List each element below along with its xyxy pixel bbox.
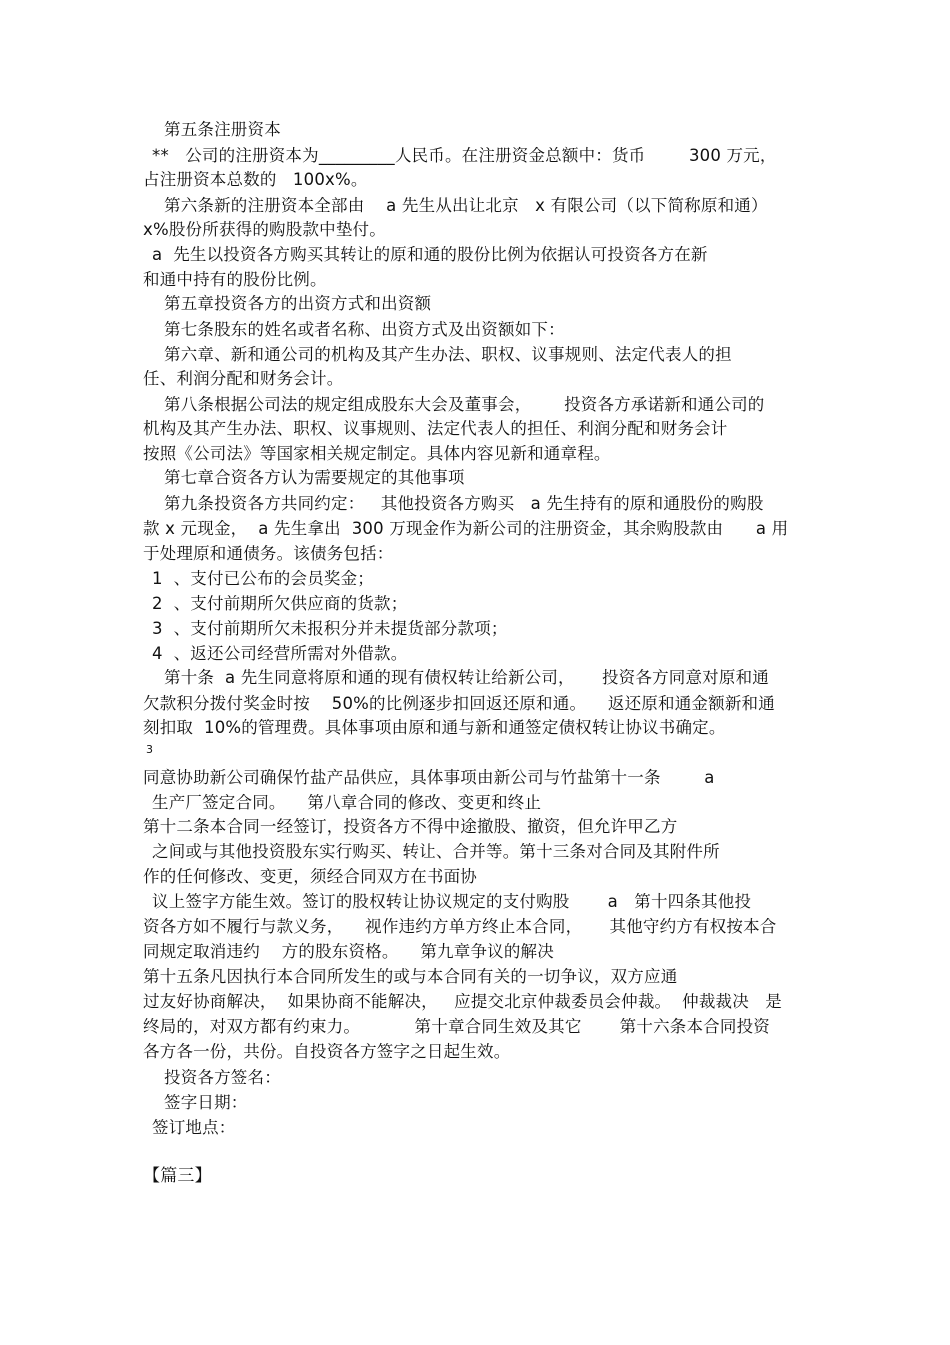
article-14-line-1: 资各方如不履行与款义务， 视作违约方单方终止本合同， 其他守约方有权按本合 (143, 917, 777, 936)
article-8-line-1: 第八条根据公司法的规定组成股东大会及董事会， 投资各方承诺新和通公司的 (164, 395, 765, 414)
article-10-line-2: 欠款积分拨付奖金时按 50%的比例逐步扣回返还原和通。 返还原和通金额新和通 (143, 694, 775, 713)
article-11-line-1: 同意协助新公司确保竹盐产品供应，具体事项由新公司与竹盐第十一条 a (143, 768, 715, 787)
article-13-line-2: 议上签字方能生效。签订的股权转让协议规定的支付购股 a 第十四条其他投 (152, 892, 752, 911)
article-6-line-1: 第六条新的注册资本全部由 a 先生从出让北京 x 有限公司（以下简称原和通） (164, 196, 768, 215)
article-8-line-2: 机构及其产生办法、职权、议事规则、法定代表人的担任、利润分配和财务会计 (143, 419, 728, 438)
article-15-line-2: 过友好协商解决， 如果协商不能解决， 应提交北京仲裁委员会仲裁。 仲裁裁决 是 (143, 992, 782, 1011)
chapter-6-line-1: 第六章、新和通公司的机构及其产生办法、职权、议事规则、法定代表人的担 (164, 345, 732, 364)
article-10-line-1: 第十条 a 先生同意将原和通的现有债权转让给新公司， 投资各方同意对原和通 (164, 668, 769, 687)
article-5-title: 第五条注册资本 (164, 120, 281, 139)
article-10-line-3: 刻扣取 10%的管理费。具体事项由原和通与新和通签定债权转让协议书确定。 (143, 718, 726, 737)
article-8-line-3: 按照《公司法》等国家相关规定制定。具体内容见新和通章程。 (143, 444, 611, 463)
article-6-line-4: 和通中持有的股份比例。 (143, 270, 327, 289)
chapter-5-title: 第五章投资各方的出资方式和出资额 (164, 294, 432, 313)
page-marker: 3 (146, 743, 154, 756)
article-6-line-2: x%股份所获得的购股款中垫付。 (143, 220, 386, 239)
article-12-line-1: 第十二条本合同一经签订，投资各方不得中途撤股、撤资，但允许甲乙方 (143, 817, 678, 836)
debt-item-2: 2 、支付前期所欠供应商的货款； (152, 594, 408, 613)
signing-place-label: 签订地点： (152, 1118, 236, 1137)
article-9-line-3: 于处理原和通债务。该债务包括： (143, 544, 394, 563)
chapter-6-line-2: 任、利润分配和财务会计。 (143, 369, 344, 388)
registered-capital-line-1: ** 公司的注册资本为_________人民币。在注册资金总额中：货币 300 万元， (152, 146, 777, 165)
article-11-line-2: 生产厂签定合同。 第八章合同的修改、变更和终止 (152, 793, 542, 812)
article-9-line-2: 款 x 元现金， a 先生拿出 300 万现金作为新公司的注册资金，其余购股款由 a 用 (143, 519, 789, 538)
article-6-line-3: a 先生以投资各方购买其转让的原和通的股份比例为依据认可投资各方在新 (152, 245, 708, 264)
article-16-line-2: 各方各一份，共份。自投资各方签字之日起生效。 (143, 1042, 511, 1061)
article-7-line: 第七条股东的姓名或者名称、出资方式及出资额如下： (164, 320, 565, 339)
signing-date-label: 签字日期： (164, 1093, 248, 1112)
debt-item-3: 3 、支付前期所欠未报积分并未提货部分款项； (152, 619, 508, 638)
registered-capital-line-2: 占注册资本总数的 100x%。 (143, 170, 368, 189)
debt-item-4: 4 、返还公司经营所需对外借款。 (152, 644, 408, 663)
article-14-line-2: 同规定取消违约 方的股东资格。 第九章争议的解决 (143, 942, 554, 961)
investor-signature-label: 投资各方签名： (164, 1068, 281, 1087)
article-16-line-1: 终局的，对双方都有约束力。 第十章合同生效及其它 第十六条本合同投资 (143, 1017, 770, 1036)
debt-item-1: 1 、支付已公布的会员奖金； (152, 569, 374, 588)
article-9-line-1: 第九条投资各方共同约定： 其他投资各方购买 a 先生持有的原和通股份的购股 (164, 494, 764, 513)
chapter-7-title: 第七章合资各方认为需要规定的其他事项 (164, 468, 465, 487)
section-3-heading: 【篇三】 (143, 1166, 212, 1186)
article-13-line-1: 作的任何修改、变更，须经合同双方在书面协 (143, 867, 477, 886)
article-12-line-2: 之间或与其他投资股东实行购买、转让、合并等。第十三条对合同及其附件所 (152, 842, 720, 861)
article-15-line-1: 第十五条凡因执行本合同所发生的或与本合同有关的一切争议，双方应通 (143, 967, 678, 986)
